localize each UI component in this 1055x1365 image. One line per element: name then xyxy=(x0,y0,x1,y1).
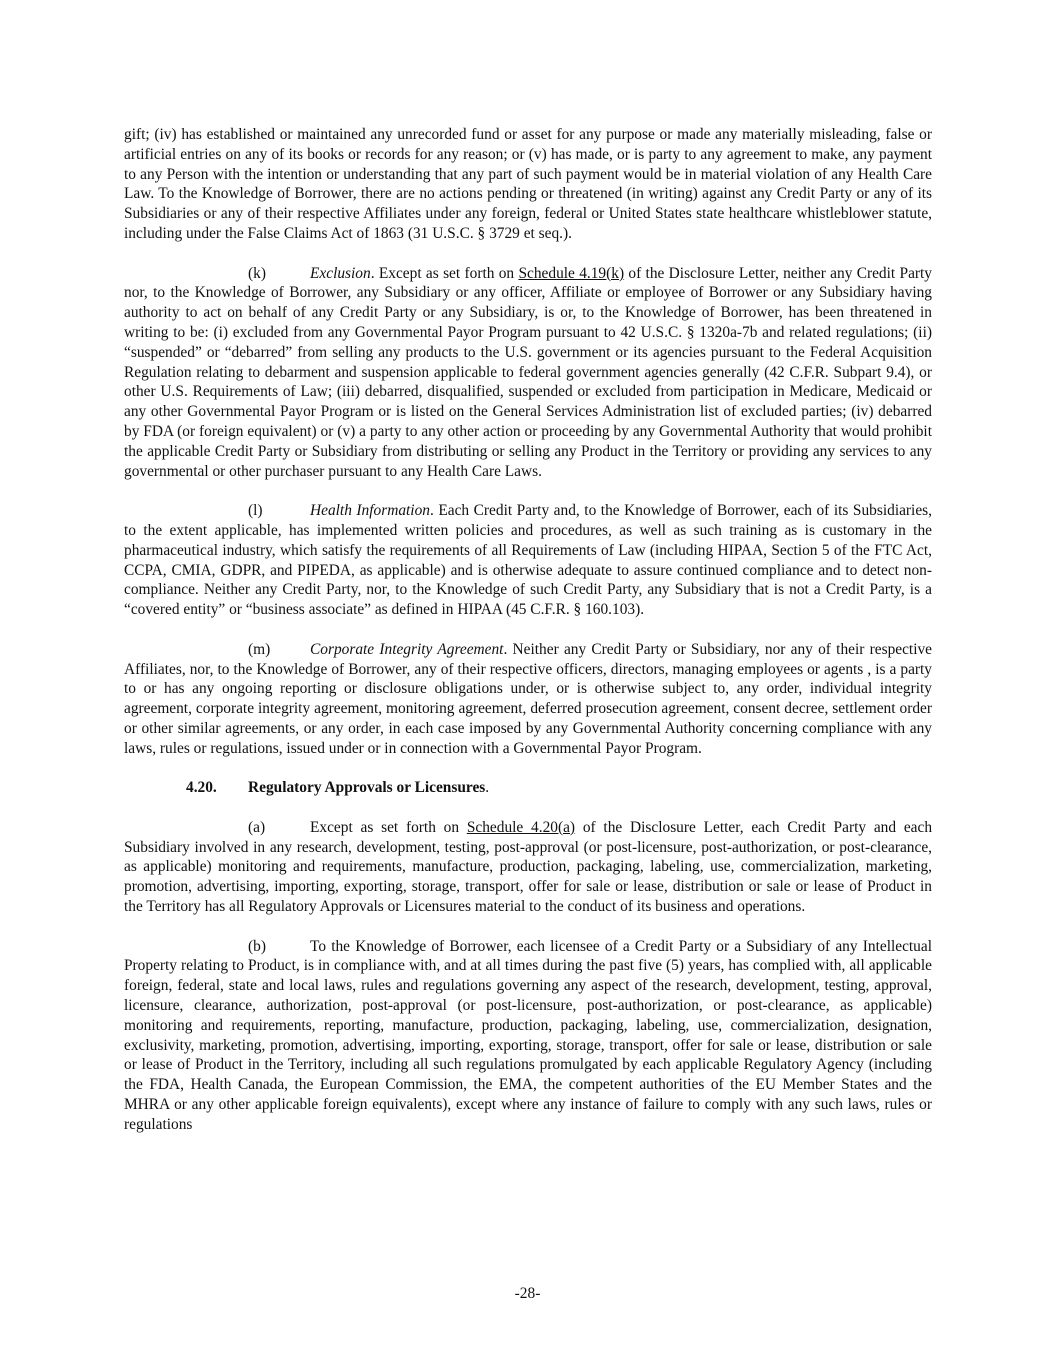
item-title-exclusion: Exclusion xyxy=(310,264,371,282)
item-marker-l: (l) xyxy=(248,502,263,520)
item-title-health-information: Health Information xyxy=(310,502,430,520)
item-text: . Each Credit Party and, to the Knowledge of Borrower, each of its Subsidiaries, to the extent applicable, has implemented written policies and procedures, as well as such training as is customary in the pharmaceutical industry, which satisfy the requirements of all Requirements of Law (including HIPAA, Section 5 of the FTC Act, CCPA, CMIA, GDPR, and PIPEDA, as applicable) and is otherwise adequate to assure continued compliance and to detect non-compliance. Neither any Credit Party, nor, to the Knowledge of such Credit Party, any Subsidiary that is not a Credit Party, is a “covered entity” or “business associate” as defined in HIPAA (45 C.F.R. § 160.103). xyxy=(124,502,932,619)
item-title-corporate-integrity-agreement: Corporate Integrity Agreement xyxy=(310,640,504,658)
document-page xyxy=(124,125,932,1135)
section-title: Regulatory Approvals or Licensures xyxy=(248,779,486,797)
item-text: . Except as set forth on xyxy=(370,264,519,282)
page-number: -28- xyxy=(514,1285,541,1302)
paragraph-b-licensee-compliance xyxy=(124,937,932,1135)
paragraph-intro: gift; (iv) has established or maintained any unrecorded fund or asset for any purpose or made any materially misleading, false or artificial entries on any of its books or records for any reason; or (v) has made, or is party to any agreement to make, any payment to any Person with the intention or understanding that any part of such payment would be in material violation of any Health Care Law. To the Knowledge of Borrower, there are no actions pending or threatened (in writing) against any Credit Party or any of its Subsidiaries or any of their respective Affiliates under any foreign, federal or United States state healthcare whistleblower statute, including under the False Claims Act of 1863 (31 U.S.C. § 3729 et seq.). xyxy=(124,126,932,242)
section-title-period: . xyxy=(485,779,490,797)
item-text: To the Knowledge of Borrower, each licensee of a Credit Party or a Subsidiary of any Intellectual Property relating to Product, is in compliance with, and at all times during the past five (5) years, has complied with, all applicable foreign, federal, state and local laws, rules and regulations governing any aspect of the research, development, testing, approval, licensure, clearance, authorization, post-approval (or post-licensure, post-authorization, or post-clearance, as applicable) monitoring and requirements, reporting, manufacture, production, packaging, labeling, use, commercialization, designation, exclusivity, marketing, promotion, advertising, importing, exporting, storage, transport, offer for sale or lease, distribution or sale or lease of Product in the Territory, including all such regulations promulgated by each applicable Regulatory Agency (including the FDA, Health Canada, the European Commission, the EMA, the competent authorities of the EU Member States and the MHRA or any other applicable foreign equivalents), except where any instance of failure to comply with any such laws, rules or regulations xyxy=(124,937,932,1133)
item-marker-a: (a) xyxy=(248,818,266,836)
item-marker-b: (b) xyxy=(248,937,266,955)
item-marker-k: (k) xyxy=(248,264,266,282)
schedule-reference-4-20-a: Schedule 4.20(a) xyxy=(466,818,576,836)
paragraph-a-regulatory-approvals xyxy=(124,818,932,917)
item-text: Except as set forth on xyxy=(310,818,467,836)
item-marker-m: (m) xyxy=(248,640,271,658)
item-text: of the Disclosure Letter, each Credit Party and each Subsidiary involved in any research, development, testing, post-approval (or post-licensure, post-authorization, or post-clearance, as applicable) monitoring and requirements, manufacture, production, packaging, labeling, use, commercialization, marketing, promotion, advertising, importing, exporting, storage, transport, offer for sale or lease, distribution or sale or lease of Product in the Territory has all Regulatory Approvals or Licensures material to the conduct of its business and operations. xyxy=(124,818,933,916)
schedule-reference-4-19-k: Schedule 4.19(k) xyxy=(518,264,625,282)
item-text: of the Disclosure Letter, neither any Credit Party nor, to the Knowledge of Borrower, any Subsidiary or any officer, Affiliate or employee of Borrower or any Subsidiary having authority to act on behalf of any Credit Party or any Subsidiary, is or, to the Knowledge of Borrower, has been threatened in writing to be: (i) excluded from any Governmental Payor Program pursuant to 42 U.S.C. § 1320a-7b and related regulations; (ii) “suspended” or “debarred” from selling any products to the U.S. government or its agencies pursuant to the Federal Acquisition Regulation relating to debarment and suspension applicable to federal government agencies generally (42 C.F.R. Subpart 9.4), or other U.S. Requirements of Law; (iii) debarred, disqualified, suspended or excluded from participation in Medicare, Medicaid or any other Governmental Payor Program or is listed on the General Services Administration list of excluded parties; (iv) debarred by FDA (or foreign equivalent) or (v) a party to any other action or proceeding by any Governmental Authority that would prohibit the applicable Credit Party or Subsidiary from distributing or selling any Product in the Territory or providing any services to any governmental or other purchaser pursuant to any Health Care Laws. xyxy=(124,264,932,480)
section-heading-4-20 xyxy=(124,778,932,798)
paragraph-l-health-information xyxy=(124,501,932,620)
paragraph-m-corporate-integrity xyxy=(124,640,932,759)
item-text: . Neither any Credit Party or Subsidiary, nor any of their respective Affiliates, nor, to the Knowledge of Borrower, any of their respective officers, directors, managing employees or agents , is a party to or has any ongoing reporting or disclosure obligations under, or is otherwise subject to, any order, individual integrity agreement, corporate integrity agreement, monitoring agreement, deferred prosecution agreement, consent decree, settlement order or other similar agreements, or any order, in each case imposed by any Governmental Authority concerning compliance with any laws, rules or regulations, issued under or in connection with a Governmental Payor Program. xyxy=(124,640,933,757)
section-number: 4.20. xyxy=(186,779,217,797)
paragraph-k-exclusion xyxy=(124,264,932,482)
